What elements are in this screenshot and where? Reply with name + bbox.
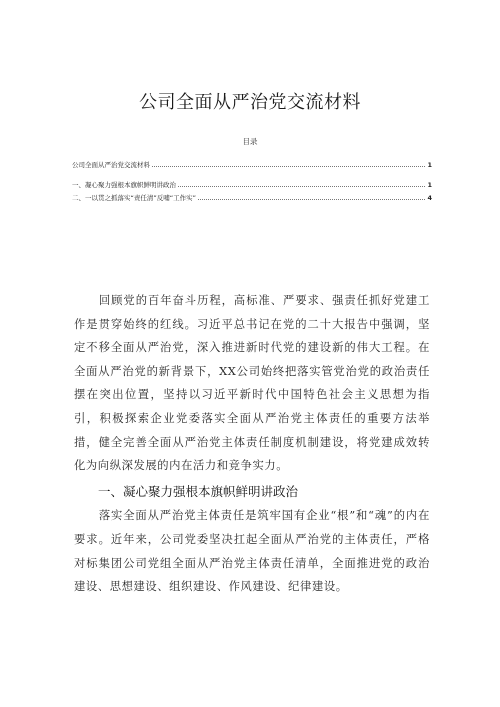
toc-entry-page: 1 — [427, 161, 432, 169]
toc-entry-page: 4 — [427, 194, 432, 202]
table-of-contents — [72, 156, 432, 202]
toc-entry-text: 一、凝心聚力强根本旗帜鲜明讲政治 — [72, 181, 176, 189]
toc-entry-text: 二、一以贯之抓落实“责任清”反哺“工作实” — [72, 194, 196, 202]
toc-entry[interactable] — [72, 189, 432, 202]
body-paragraph: 回顾党的百年奋斗历程，高标准、严要求、强责任抓好党建工作是贯穿始终的红线。习近平总书记在党的二十大报告中强调，坚定不移全面从严治党，深入推进新时代党的建设新的伟大工程。在全面从严治党的新背景下，XX公司始终把落实管党治党的政治责任摆在突出位置，坚持以习近平新时代中国特色社会主义思想为指引，积极探索企业党委落实全面从严治党主体责任的重要方法举措，健全完善全面从严治党主体责任制度机制建设，将党建成效转化为向纵深发展的内在活力和竞争实力。 — [74, 294, 430, 473]
body-paragraph: 落实全面从严治党主体责任是筑牢国有企业“根”和“魂”的内在要求。近年来，公司党委坚决扛起全面从严治党的主体责任，严格对标集团公司党组全面从严治党主体责任清单，全面推进党的政治建设、思想建设、组织建设、作风建设、纪律建设。 — [74, 509, 430, 594]
toc-leader-dots — [152, 165, 425, 167]
toc-entry-text: 公司全面从严治党交流材料 — [72, 161, 150, 169]
section-heading: 一、凝心聚力强根本旗帜鲜明讲政治 — [98, 483, 299, 499]
toc-leader-dots — [178, 185, 425, 187]
document-body — [74, 289, 430, 599]
toc-leader-dots — [198, 198, 425, 200]
toc-entry[interactable] — [72, 176, 432, 189]
toc-entry-page: 1 — [427, 181, 432, 189]
document-title: 公司全面从严治党交流材料 — [139, 92, 361, 113]
toc-entry[interactable] — [72, 156, 432, 169]
toc-heading: 目录 — [242, 137, 258, 146]
